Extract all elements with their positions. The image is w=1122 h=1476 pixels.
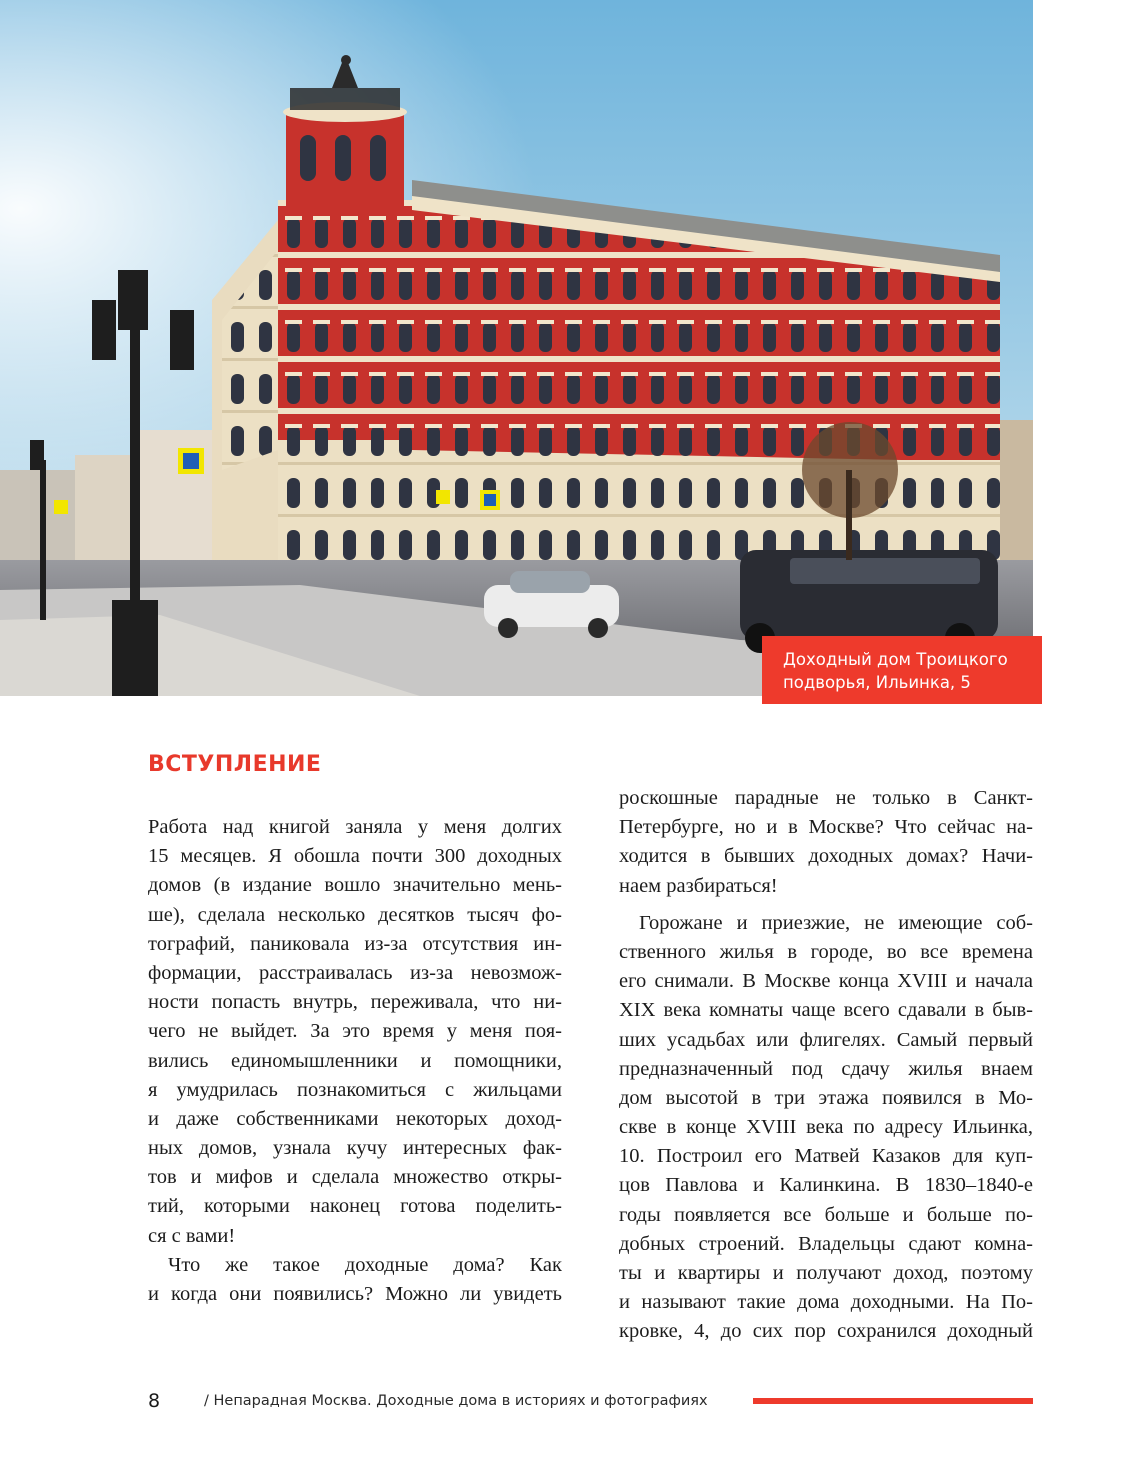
footer-accent-rule	[753, 1398, 1033, 1404]
text-line: тий, которыми наконец готова поделить-	[148, 1195, 562, 1218]
paragraph	[148, 813, 562, 1251]
text-line: годы появляется все больше и больше по-	[619, 1203, 1033, 1226]
text-line: его снимали. В Москве конца XVIII и начала	[619, 970, 1033, 993]
text-line: домов (в издание вошло значительно мень-	[148, 874, 562, 897]
text-line: ходится в бывших доходных домах? Начи-	[619, 845, 1033, 868]
text-line: скве в конце XVIII века по адресу Ильинка,	[619, 1116, 1033, 1139]
text-line: XIX века комнаты чаще всего сдавали в быв-	[619, 999, 1033, 1022]
text-line: и называют такие дома доходными. На По-	[619, 1291, 1033, 1314]
hero-photo	[0, 0, 1033, 696]
text-line: я умудрилась познакомиться с жильцами	[148, 1078, 562, 1101]
paragraph	[619, 909, 1033, 1347]
text-line: ше), сделала несколько десятков тысяч фо-	[148, 903, 562, 926]
text-line: ных домов, узнала кучу интересных фак-	[148, 1137, 562, 1160]
text-line: предназначенный под сдачу жилья внаем	[619, 1057, 1033, 1080]
text-line: ся с вами!	[148, 1224, 236, 1247]
text-line: ственного жилья в городе, во все времена	[619, 940, 1033, 963]
text-column-left	[148, 813, 562, 1309]
text-line: Петербурге, но и в Москве? Что сейчас на-	[619, 816, 1033, 839]
text-line: цов Павлова и Калинкина. В 1830–1840-е	[619, 1174, 1033, 1197]
caption-line-2: подворья, Ильинка, 5	[783, 673, 971, 692]
text-line: наем разбираться!	[619, 874, 778, 897]
building-photo	[0, 0, 1033, 696]
section-heading: ВСТУПЛЕНИЕ	[148, 752, 322, 777]
text-column-right	[619, 784, 1033, 1347]
text-line: ты и квартиры и получают доход, поэтому	[619, 1262, 1033, 1284]
text-line: вились единомышленники и помощники,	[148, 1049, 562, 1072]
text-line: и когда они появились? Можно ли увидеть	[148, 1283, 562, 1305]
text-line: чего не выйдет. За это время у меня поя-	[148, 1020, 562, 1043]
text-line: тов и мифов и сделала множество откры-	[148, 1166, 562, 1189]
text-line: формации, расстраивалась из-за невозмож-	[148, 961, 562, 984]
paragraph	[148, 1251, 562, 1309]
paragraph	[619, 784, 1033, 901]
caption-line-1: Доходный дом Троицкого	[783, 650, 1008, 669]
text-line: ности попасть внутрь, переживала, что ни-	[148, 991, 562, 1014]
text-line: 15 месяцев. Я обошла почти 300 доходных	[148, 845, 562, 868]
running-title: / Непарадная Москва. Доходные дома в историях и фотографиях	[204, 1393, 708, 1409]
text-line: 10. Построил его Матвей Казаков для куп-	[619, 1145, 1033, 1168]
text-line: кровке, 4, до сих пор сохранился доходный	[619, 1320, 1033, 1343]
text-line: ших усадьбах или флигелях. Самый первый	[619, 1028, 1033, 1051]
photo-caption	[762, 636, 1042, 704]
text-line: Работа над книгой заняла у меня долгих	[148, 816, 562, 838]
text-line: дом высотой в три этажа появился в Мо-	[619, 1086, 1033, 1109]
text-line: роскошные парадные не только в Санкт-	[619, 787, 1033, 809]
text-line: добных строений. Владельцы сдают комна-	[619, 1232, 1033, 1255]
text-line: Горожане и приезжие, не имеющие соб-	[639, 911, 1033, 934]
text-line: Что же такое доходные дома? Как	[168, 1253, 562, 1276]
text-line: и даже собственниками некоторых доход-	[148, 1107, 562, 1130]
text-line: тографий, паниковала из-за отсутствия ин-	[148, 932, 562, 955]
page-number: 8	[148, 1390, 161, 1412]
